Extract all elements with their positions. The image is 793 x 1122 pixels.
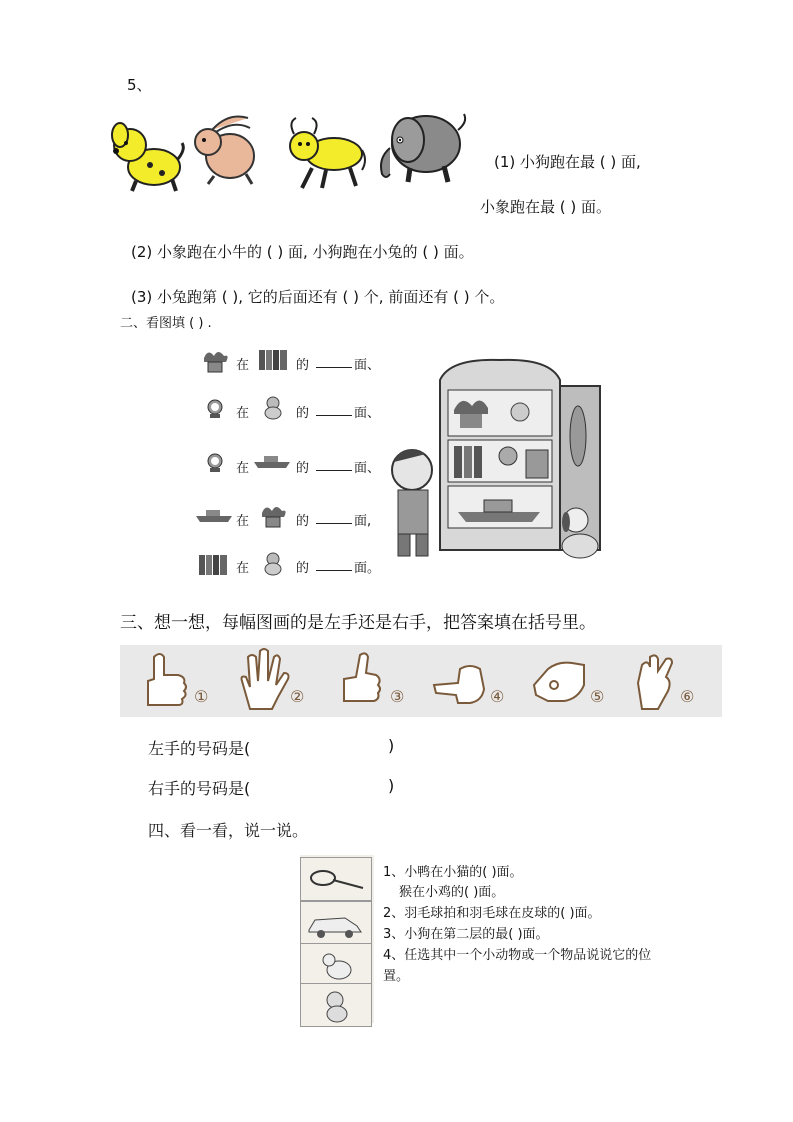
row2-blank[interactable]	[316, 415, 352, 416]
plant-icon	[200, 348, 230, 374]
hands-panel	[120, 645, 722, 717]
cat-toy-icon	[260, 394, 286, 420]
thumbs-up-hand-icon	[334, 649, 386, 709]
hand-number-4: ④	[490, 687, 505, 706]
row1-mian: 面、	[354, 358, 381, 373]
s4-line4: 3、小狗在第二层的最( )面。	[383, 927, 549, 942]
row5-zai: 在	[236, 561, 250, 576]
row4-zai: 在	[236, 514, 250, 529]
ox-cartoon	[282, 112, 368, 192]
q2-text: (2) 小象跑在小牛的 ( ) 面, 小狗跑在小兔的 ( ) 面。	[131, 243, 474, 261]
row2-de: 的	[296, 406, 310, 421]
clock-icon	[204, 452, 226, 474]
row2-mian: 面、	[354, 406, 381, 421]
row1-blank[interactable]	[316, 367, 352, 368]
q3-text: (3) 小兔跑第 ( ), 它的后面还有 ( ) 个, 前面还有 ( ) 个。	[131, 288, 505, 306]
row5-mian: 面。	[354, 561, 381, 576]
section-5-number: 5、	[127, 76, 152, 94]
ok-hand-icon	[628, 651, 680, 713]
row3-zai: 在	[236, 461, 250, 476]
row5-blank[interactable]	[316, 570, 352, 571]
row4-blank[interactable]	[316, 523, 352, 524]
hand-number-3: ③	[390, 687, 405, 706]
open-hand-icon	[232, 647, 292, 713]
clock-icon	[204, 398, 226, 420]
right-hand-close: )	[388, 776, 395, 795]
shelf-illustration	[300, 855, 374, 1023]
ship-icon	[194, 508, 234, 524]
row4-mian: 面,	[354, 514, 372, 529]
thumbs-up-hand-icon	[134, 649, 194, 711]
rabbit-cartoon	[188, 112, 266, 186]
pointing-hand-icon	[528, 655, 588, 707]
badminton-racket-cell	[300, 857, 372, 901]
row1-zai: 在	[236, 358, 250, 373]
plant-icon	[258, 503, 288, 529]
elephant-cartoon	[374, 102, 470, 186]
fist-hand-icon	[430, 659, 490, 709]
chick-cell	[300, 943, 372, 987]
cat-toy-icon	[260, 550, 286, 576]
dog-cartoon	[106, 115, 186, 195]
row1-de: 的	[296, 358, 310, 373]
left-hand-answer-field[interactable]	[270, 740, 382, 758]
books-icon	[258, 348, 290, 372]
q1-line2: 小象跑在最 ( ) 面。	[480, 198, 612, 216]
row2-zai: 在	[236, 406, 250, 421]
s4-line5: 4、任选其中一个小动物或一个物品说说它的位	[383, 948, 652, 963]
hand-number-6: ⑥	[680, 687, 695, 706]
monkey-cell	[300, 983, 372, 1027]
left-hand-label: 左手的号码是(	[148, 739, 251, 758]
section-3-title: 三、想一想，每幅图画的是左手还是右手，把答案填在括号里。	[120, 613, 596, 633]
row5-de: 的	[296, 561, 310, 576]
s4-line6: 置。	[383, 969, 410, 984]
row4-de: 的	[296, 514, 310, 529]
cabinet-illustration	[380, 350, 630, 582]
left-hand-close: )	[388, 736, 395, 755]
row3-mian: 面、	[354, 461, 381, 476]
hand-number-2: ②	[290, 687, 305, 706]
section-4-title: 四、看一看，说一说。	[148, 821, 309, 840]
s4-line3: 2、羽毛球拍和羽毛球在皮球的( )面。	[383, 906, 601, 921]
row3-blank[interactable]	[316, 470, 352, 471]
hand-number-5: ⑤	[590, 687, 605, 706]
q1-line1: (1) 小狗跑在最 ( ) 面,	[494, 153, 641, 171]
toy-car-cell	[300, 901, 372, 945]
s4-line2: 猴在小鸡的( )面。	[399, 885, 505, 900]
ship-icon	[252, 454, 292, 470]
s4-line1: 1、小鸭在小猫的( )面。	[383, 865, 523, 880]
hand-number-1: ①	[194, 687, 209, 706]
right-hand-label: 右手的号码是(	[148, 779, 251, 798]
section-2-title: 二、看图填 ( ) .	[120, 316, 212, 331]
books-icon	[198, 553, 230, 577]
row3-de: 的	[296, 461, 310, 476]
right-hand-answer-field[interactable]	[270, 780, 382, 798]
